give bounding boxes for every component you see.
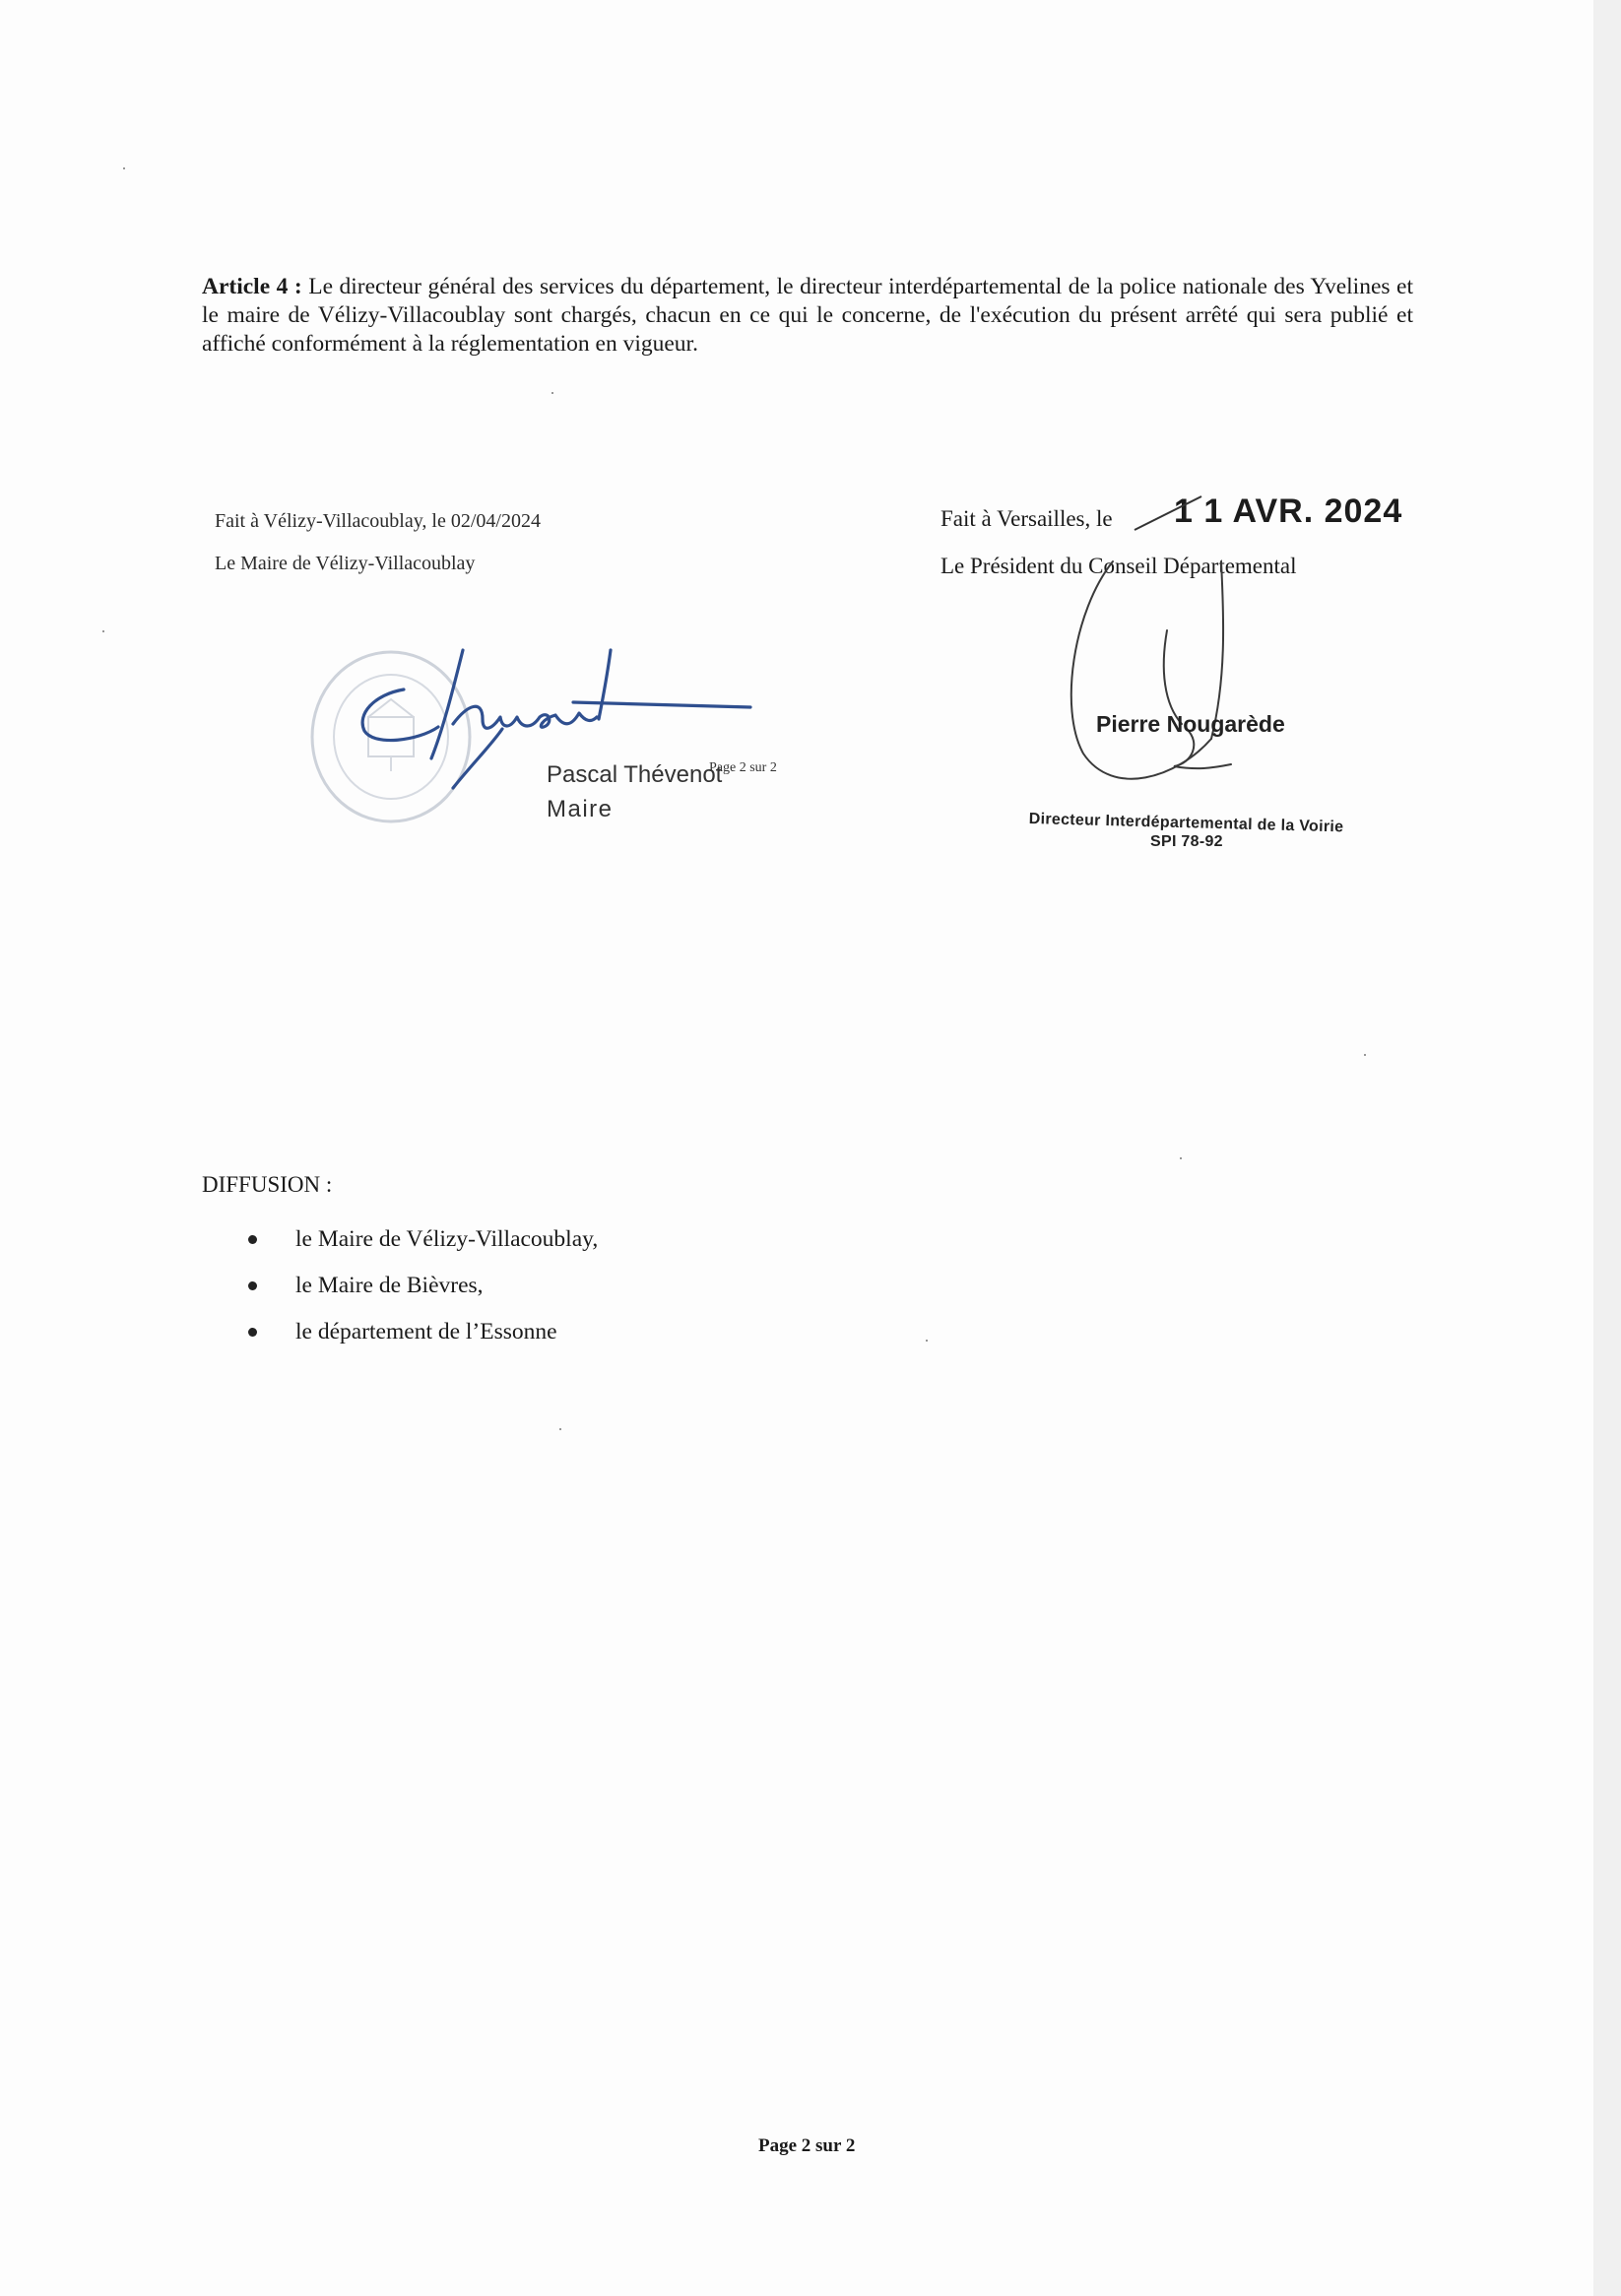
date-stamp: 1 1 AVR. 2024 <box>1174 492 1403 530</box>
right-place-prefix: Fait à Versailles, le <box>940 506 1113 531</box>
scan-speck <box>102 630 104 632</box>
president-signature-icon <box>1044 542 1261 818</box>
right-signatory-role: Le Président du Conseil Départemental <box>940 554 1297 578</box>
list-item: le Maire de Vélizy-Villacoublay, <box>248 1216 598 1263</box>
mayor-name: Pascal Thévenot <box>547 761 723 788</box>
article-4-paragraph <box>202 273 1413 359</box>
stamp-underline-icon <box>1133 492 1211 532</box>
scan-speck <box>123 167 125 169</box>
scan-speck <box>1364 1054 1366 1056</box>
scan-speck <box>559 1428 561 1430</box>
stamp-code: SPI 78-92 <box>1150 833 1223 850</box>
bullet-icon <box>248 1235 257 1244</box>
stamp-signatory-name: Pierre Nougarède <box>1096 711 1285 737</box>
page-number: Page 2 sur 2 <box>758 2135 856 2156</box>
list-item: le Maire de Bièvres, <box>248 1263 598 1309</box>
diffusion-list <box>248 1216 598 1355</box>
bullet-icon <box>248 1328 257 1337</box>
diffusion-title: DIFFUSION : <box>202 1172 333 1197</box>
scan-speck <box>926 1340 928 1342</box>
mayor-title: Maire <box>547 796 614 822</box>
list-item: le département de l’Essonne <box>248 1309 598 1355</box>
scan-speck <box>551 392 553 394</box>
article-4-text: Le directeur général des services du département, le directeur interdépartemental de la police nationale des Yvelines et le maire de Vélizy-Villacoublay sont chargés, chacun en ce qui le concerne, de l'exécution du présent arrêté qui sera publié et affiché conformément à la réglementation en vigueur. <box>202 274 1413 357</box>
scan-edge <box>1593 0 1621 2296</box>
scan-speck <box>1180 1157 1182 1159</box>
bullet-icon <box>248 1281 257 1290</box>
seal-page-mark: Page 2 sur 2 <box>709 760 777 775</box>
article-4-label: Article 4 : <box>202 274 302 299</box>
stamp-signatory-title: Directeur Interdépartemental de la Voirie <box>1028 811 1344 836</box>
left-place-date: Fait à Vélizy-Villacoublay, le 02/04/2024 <box>215 510 541 532</box>
left-signatory-role: Le Maire de Vélizy-Villacoublay <box>215 553 476 574</box>
